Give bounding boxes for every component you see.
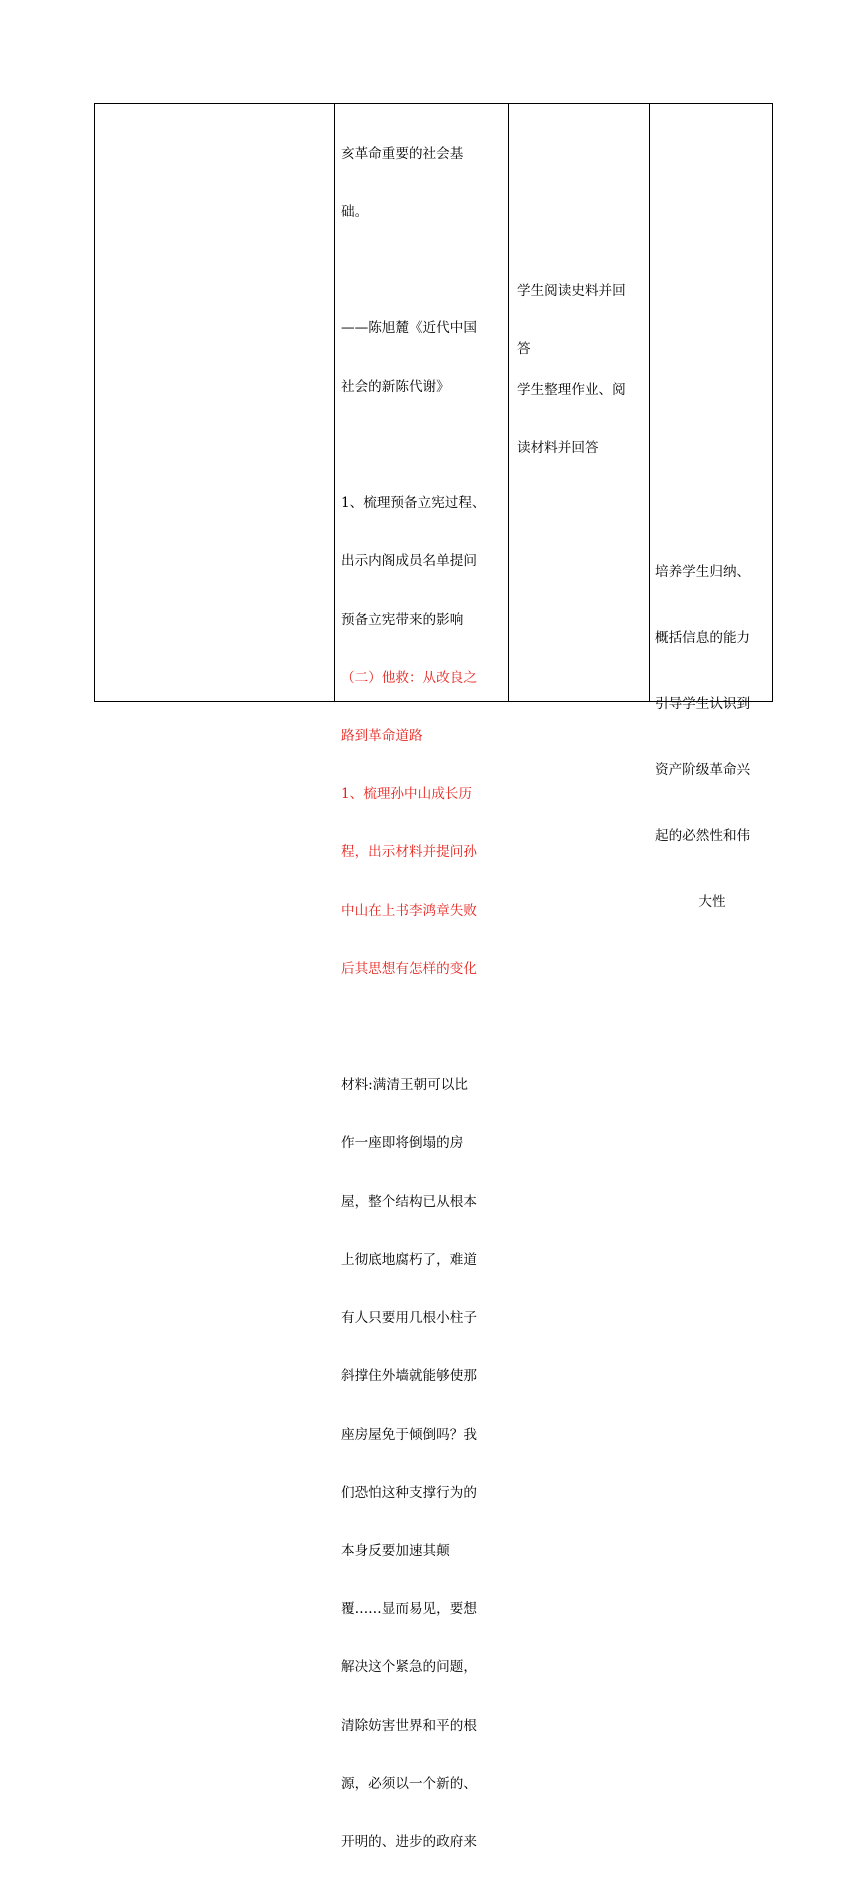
text-line: 上彻底地腐朽了，难道 bbox=[341, 1251, 477, 1268]
text-line: 开明的、进步的政府来 bbox=[341, 1834, 477, 1851]
text-line: 预备立宪带来的影响 bbox=[341, 611, 464, 628]
text-line: 材料:满清王朝可以比 bbox=[341, 1077, 468, 1094]
text-line: 屋，整个结构已从根本 bbox=[341, 1193, 477, 1210]
text-line: 本身反要加速其颠 bbox=[341, 1543, 450, 1560]
text-line: 斜撑住外墙就能够使那 bbox=[341, 1368, 477, 1385]
text-line: 们恐怕这种支撑行为的 bbox=[341, 1484, 477, 1501]
text-line: 引导学生认识到 bbox=[655, 696, 751, 712]
text-line: 大性 bbox=[698, 894, 726, 910]
text-line: 出示内阁成员名单提问 bbox=[341, 553, 477, 570]
text-line: 资产阶级革命兴 bbox=[655, 762, 751, 778]
text-line: 础。 bbox=[341, 204, 369, 221]
text-line: 1、梳理预备立宪过程、 bbox=[341, 495, 486, 512]
text-line: 解决这个紧急的问题， bbox=[341, 1659, 477, 1676]
text-line: 座房屋免于倾倒吗？我 bbox=[341, 1426, 477, 1443]
text-line-red: 1、梳理孙中山成长历 bbox=[341, 786, 472, 803]
text-line: 概括信息的能力 bbox=[655, 630, 751, 646]
text-line: ——陈旭麓《近代中国 bbox=[341, 320, 477, 337]
teaching-content-cell bbox=[335, 104, 509, 1851]
text-line: 清除妨害世界和平的根 bbox=[341, 1717, 477, 1734]
lesson-table bbox=[94, 103, 773, 1851]
student-activity-2 bbox=[517, 342, 643, 497]
text-line-red: 程，出示材料并提问孙 bbox=[341, 844, 477, 861]
text-line: 培养学生归纳、 bbox=[655, 564, 751, 580]
design-intent-text bbox=[655, 517, 769, 957]
text-line-red: （二）他救：从改良之 bbox=[341, 669, 477, 686]
text-line: 读材料并回答 bbox=[517, 440, 599, 457]
student-activity-cell bbox=[509, 104, 650, 701]
text-line-red: 路到革命道路 bbox=[341, 727, 423, 744]
text-line: 起的必然性和伟 bbox=[655, 828, 751, 844]
text-line: 亥革命重要的社会基 bbox=[341, 145, 464, 162]
text-line: 源，必须以一个新的、 bbox=[341, 1775, 477, 1792]
text-line: 有人只要用几根小柱子 bbox=[341, 1310, 477, 1327]
design-intent-cell bbox=[650, 104, 774, 910]
table-cell-empty bbox=[95, 104, 335, 701]
text-line: 答 bbox=[517, 341, 531, 358]
text-line: 社会的新陈代谢》 bbox=[341, 378, 450, 395]
text-line-red: 中山在上书李鸿章失败 bbox=[341, 902, 477, 919]
text-line-red: 后其思想有怎样的变化 bbox=[341, 960, 477, 977]
text-line: 覆……显而易见，要想 bbox=[341, 1601, 477, 1618]
text-line: 学生整理作业、阅 bbox=[517, 381, 626, 398]
text-line: 作一座即将倒塌的房 bbox=[341, 1135, 464, 1152]
teaching-content-text bbox=[341, 106, 501, 1891]
text-line: 学生阅读史料并回 bbox=[517, 282, 626, 299]
